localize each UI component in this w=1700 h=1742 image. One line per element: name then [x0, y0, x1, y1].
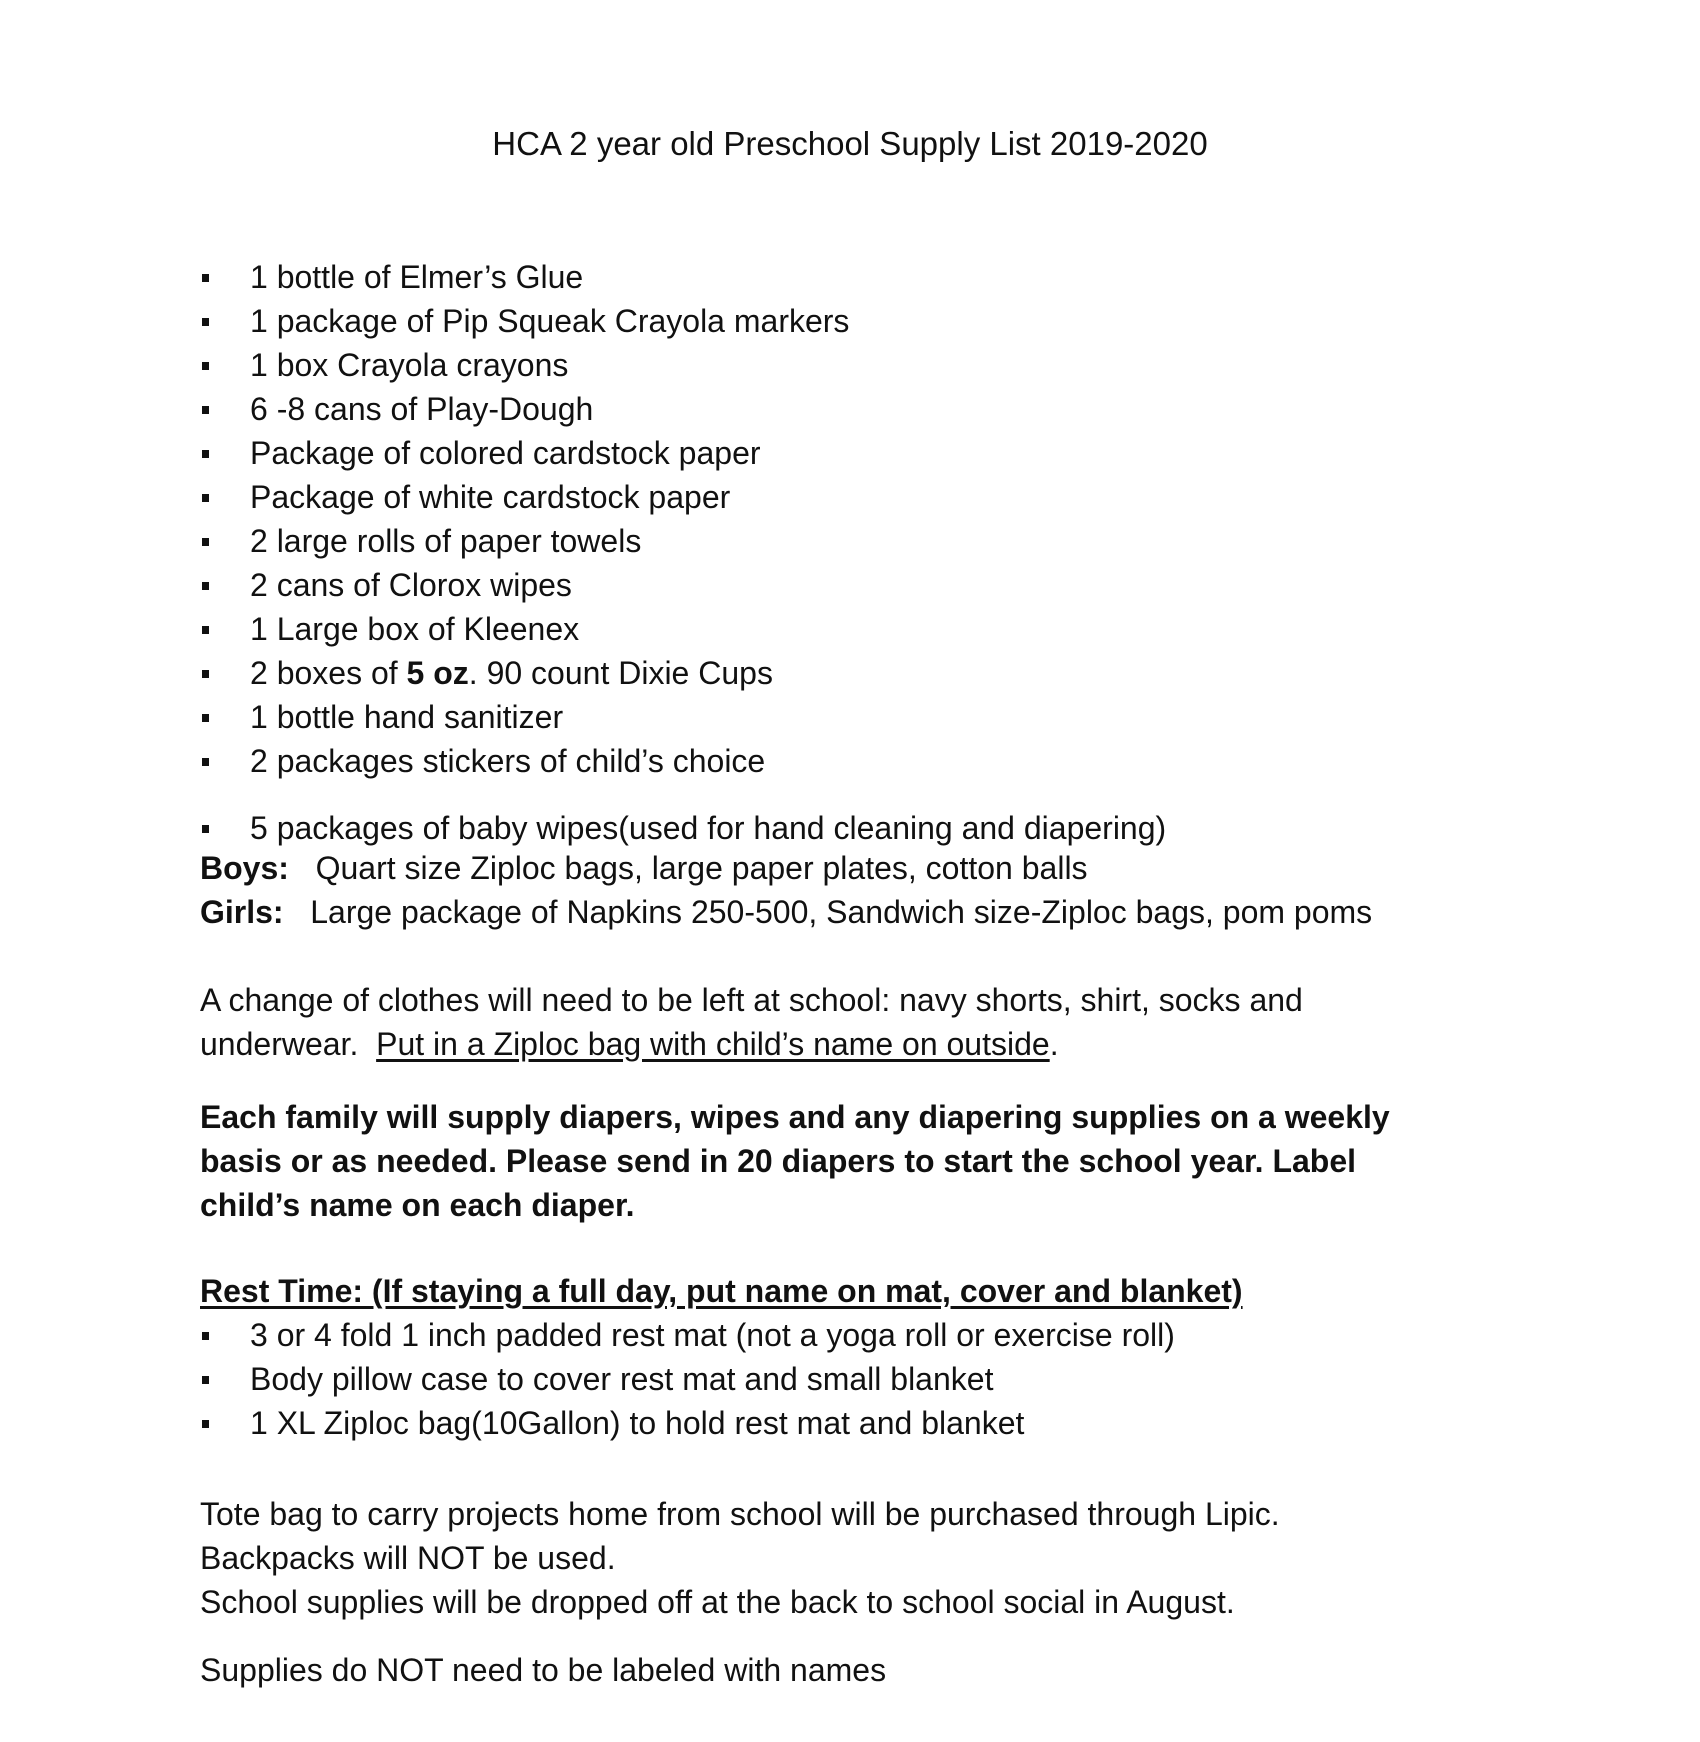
list-item [200, 806, 1500, 846]
list-item [200, 695, 1500, 739]
bullet-square-icon [202, 582, 209, 590]
bullet-square-icon [202, 626, 209, 634]
list-item [200, 255, 1500, 299]
bullet-square-icon [202, 1332, 209, 1340]
girls-line [200, 890, 1500, 934]
list-item-text: 2 large rolls of paper towels [250, 523, 642, 559]
list-item [200, 519, 1500, 563]
bullet-square-icon [202, 670, 209, 678]
list-item [200, 299, 1500, 343]
closing-line-2: Backpacks will NOT be used. [200, 1540, 616, 1576]
clothes-line-2 [200, 1022, 1500, 1066]
bullet-square-icon [202, 714, 209, 722]
page-title: HCA 2 year old Preschool Supply List 2019-2020 [492, 125, 1208, 162]
bullet-square-icon [202, 494, 209, 502]
girls-text: Large package of Napkins 250-500, Sandwich size-Ziploc bags, pom poms [310, 894, 1373, 930]
list-item [200, 1401, 1500, 1445]
clothes-instruction-underlined: Put in a Ziploc bag with child’s name on outside [376, 1026, 1050, 1062]
diapers-line-1: Each family will supply diapers, wipes and any diapering supplies on a weekly [200, 1099, 1390, 1135]
diapers-line-3: child’s name on each diaper. [200, 1187, 635, 1223]
rest-time-list [200, 1313, 1500, 1445]
bullet-square-icon [202, 318, 209, 326]
clothes-line-2-end: . [1049, 1026, 1059, 1062]
rest-time-section [200, 1269, 1500, 1445]
closing-paragraph [200, 1492, 1500, 1624]
list-item-text: Package of white cardstock paper [250, 479, 731, 515]
bullet-square-icon [202, 538, 209, 546]
list-item-text: 3 or 4 fold 1 inch padded rest mat (not a yoga roll or exercise roll) [250, 1317, 1175, 1353]
clothes-line-1: A change of clothes will need to be left at school: navy shorts, shirt, socks and [200, 982, 1303, 1018]
supply-bullet-list [200, 255, 1500, 783]
list-item [200, 387, 1500, 431]
girls-label: Girls: [200, 894, 284, 930]
final-note [200, 1648, 1500, 1692]
list-item-text: 1 bottle of Elmer’s Glue [250, 259, 584, 295]
list-item [200, 475, 1500, 519]
list-item-text: 1 box Crayola crayons [250, 347, 569, 383]
list-item [200, 607, 1500, 651]
list-item-text: 6 -8 cans of Play-Dough [250, 391, 594, 427]
list-item [200, 431, 1500, 475]
list-item [200, 343, 1500, 387]
list-item-text: Body pillow case to cover rest mat and small blanket [250, 1361, 994, 1397]
closing-line-3: School supplies will be dropped off at the back to school social in August. [200, 1584, 1235, 1620]
diapers-paragraph [200, 1095, 1500, 1227]
list-item-text: 2 packages stickers of child’s choice [250, 743, 766, 779]
clothes-line-2-text: underwear. [200, 1026, 377, 1062]
final-note-text: Supplies do NOT need to be labeled with names [200, 1652, 887, 1688]
clothes-paragraph [200, 978, 1500, 1066]
diapers-line-2: basis or as needed. Please send in 20 diapers to start the school year. Label [200, 1143, 1357, 1179]
bullet-square-icon [202, 406, 209, 414]
supply-list [200, 255, 1500, 783]
baby-wipes-list [200, 806, 1500, 846]
list-item [200, 651, 1500, 695]
list-item-text: Package of colored cardstock paper [250, 435, 761, 471]
dixie-text-before: 2 boxes of [250, 655, 407, 691]
dixie-size-bold: 5 oz [406, 655, 469, 691]
boys-label: Boys: [200, 850, 289, 886]
list-item-text: 5 packages of baby wipes(used for hand cleaning and diapering) [250, 810, 1167, 846]
bullet-square-icon [202, 1420, 209, 1428]
list-item-text: 1 Large box of Kleenex [250, 611, 580, 647]
list-item [200, 563, 1500, 607]
bullet-square-icon [202, 758, 209, 766]
bullet-square-icon [202, 1376, 209, 1384]
list-item [200, 1313, 1500, 1357]
list-item-text: 1 package of Pip Squeak Crayola markers [250, 303, 850, 339]
bullet-square-icon [202, 450, 209, 458]
closing-line-1: Tote bag to carry projects home from school will be purchased through Lipic. [200, 1496, 1280, 1532]
rest-time-heading: Rest Time: (If staying a full day, put name on mat, cover and blanket) [200, 1273, 1243, 1309]
list-item-text: 1 bottle hand sanitizer [250, 699, 564, 735]
list-item-text: 1 XL Ziploc bag(10Gallon) to hold rest mat and blanket [250, 1405, 1025, 1441]
boys-text: Quart size Ziploc bags, large paper plates, cotton balls [315, 850, 1088, 886]
extra-supplies [200, 806, 1500, 934]
bullet-square-icon [202, 362, 209, 370]
dixie-text-after: . 90 count Dixie Cups [468, 655, 773, 691]
list-item [200, 739, 1500, 783]
bullet-square-icon [202, 274, 209, 282]
list-item [200, 1357, 1500, 1401]
list-item-text: 2 cans of Clorox wipes [250, 567, 572, 603]
bullet-square-icon [202, 825, 209, 833]
boys-line [200, 846, 1500, 890]
